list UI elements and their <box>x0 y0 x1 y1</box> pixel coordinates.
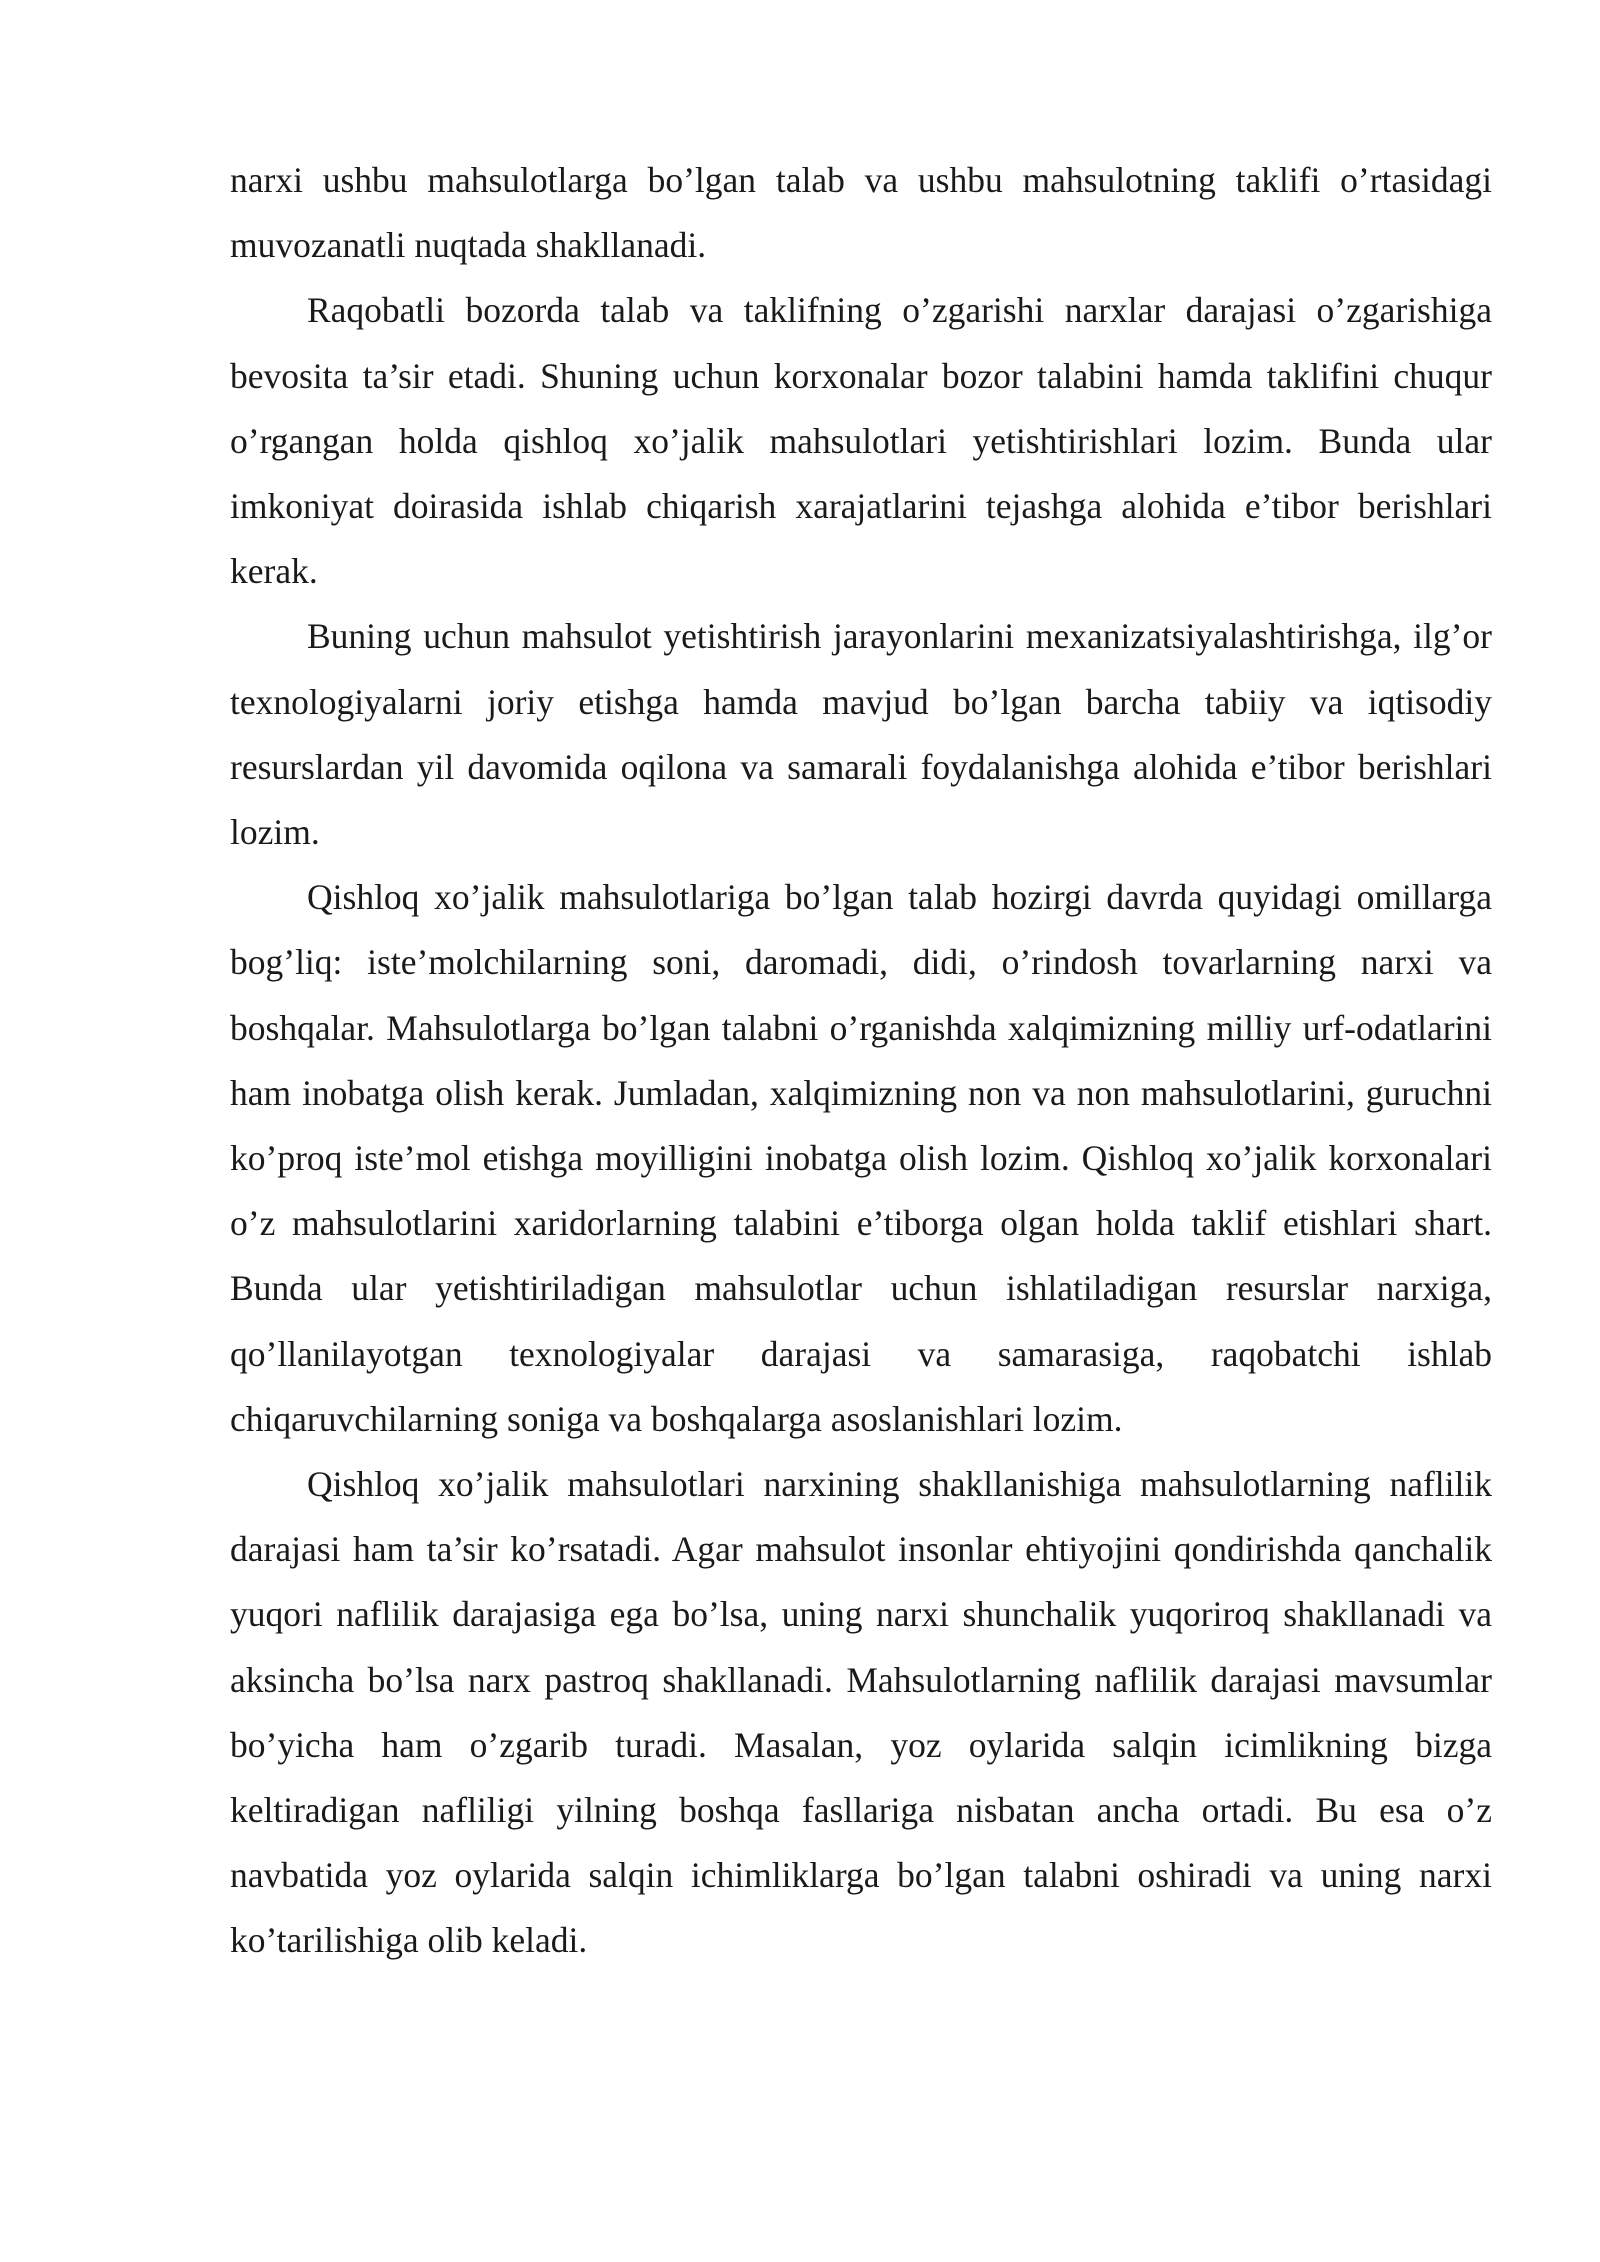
document-page <box>230 148 1492 1974</box>
paragraph-continuation: narxi ushbu mahsulotlarga bo’lgan talab va ushbu mahsulotning taklifi o’rtasidagi muvozanatli nuqtada shakllanadi. <box>230 160 1492 266</box>
paragraph-competitive-market: Raqobatli bozorda talab va taklifning o’zgarishi narxlar darajasi o’zgarishiga bevosita ta’sir etadi. Shuning uchun korxonalar bozor talabini hamda taklifini chuqur o’rgangan holda qishloq xo’jalik mahsulotlari yetishtirishlari lozim. Bunda ular imkoniyat doirasida ishlab chiqarish xarajatlarini tejashga alohida e’tibor berishlari kerak. <box>230 290 1492 592</box>
paragraph-mechanization: Buning uchun mahsulot yetishtirish jarayonlarini mexanizatsiyalashtirishga, ilg’or texnologiyalarni joriy etishga hamda mavjud bo’lgan barcha tabiiy va iqtisodiy resurslardan yil davomida oqilona va samarali foydalanishga alohida e’tibor berishlari lozim. <box>230 616 1492 853</box>
paragraph-utility-level: Qishloq xo’jalik mahsulotlari narxining shakllanishiga mahsulotlarning naflilik darajasi ham ta’sir ko’rsatadi. Agar mahsulot insonlar ehtiyojini qondirishda qanchalik yuqori naflilik darajasiga ega bo’lsa, uning narxi shunchalik yuqoriroq shakllanadi va aksincha bo’lsa narx pastroq shakllanadi. Mahsulotlarning naflilik darajasi mavsumlar bo’yicha ham o’zgarib turadi. Masalan, yoz oylarida salqin icimlikning bizga keltiradigan nafliligi yilning boshqa fasllariga nisbatan ancha ortadi. Bu esa o’z navbatida yoz oylarida salqin ichimliklarga bo’lgan talabni oshiradi va uning narxi ko’tarilishiga olib keladi. <box>230 1464 1492 1961</box>
paragraph-demand-factors: Qishloq xo’jalik mahsulotlariga bo’lgan talab hozirgi davrda quyidagi omillarga bog’liq: iste’molchilarning soni, daromadi, didi, o’rindosh tovarlarning narxi va boshqalar. Mahsulotlarga bo’lgan talabni o’rganishda xalqimizning milliy urf-odatlarini ham inobatga olish kerak. Jumladan, xalqimizning non va non mahsulotlarini, guruchni ko’proq iste’mol etishga moyilligini inobatga olish lozim. Qishloq xo’jalik korxonalari o’z mahsulotlarini xaridorlarning talabini e’tiborga olgan holda taklif etishlari shart. Bunda ular yetishtiriladigan mahsulotlar uchun ishlatiladigan resurslar narxiga, qo’llanilayotgan texnologiyalar darajasi va samarasiga, raqobatchi ishlab chiqaruvchilarning soniga va boshqalarga asoslanishlari lozim. <box>230 877 1492 1439</box>
